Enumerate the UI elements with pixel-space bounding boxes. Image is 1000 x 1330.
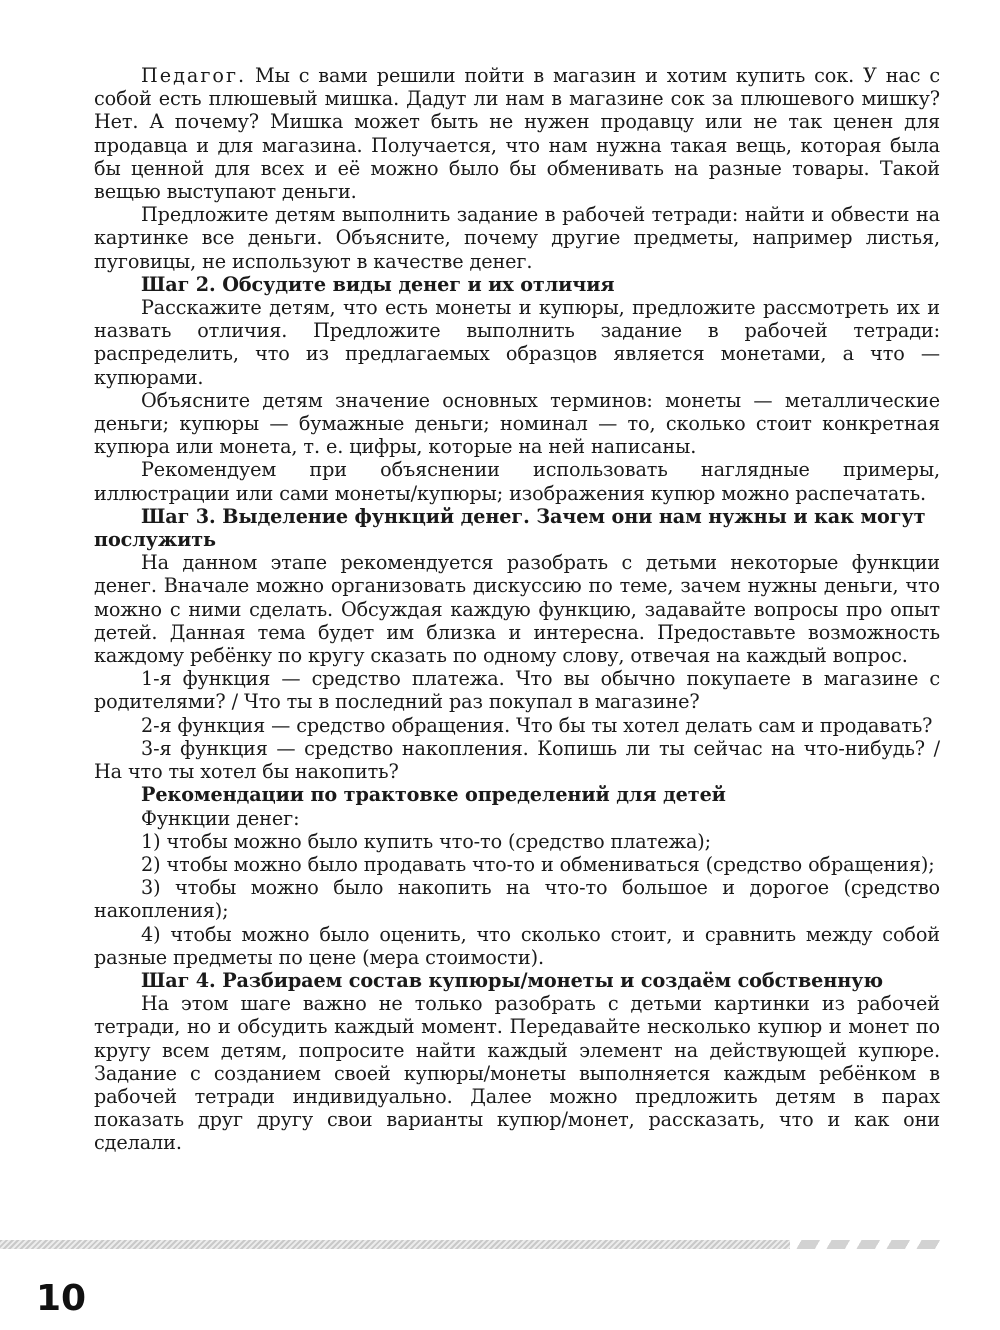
paragraph-visual-examples: Рекомендуем при объяснении использовать наглядные примеры, иллюстрации или сами монеты/купюры; изображения купюр можно распечатать. xyxy=(94,458,940,505)
paragraph-functions-discussion: На данном этапе рекомендуется разобрать с детьми некоторые функции денег. Вначале можно организовать дискуссию по теме, зачем нужны деньги, что можно с ними сделать. Обсуждая каждую функцию, задавайте вопросы про опыт детей. Данная тема будет им близка и интересна. Предоставьте возможность каждому ребёнку по кругу сказать по одному слову, отвечая на каждый вопрос. xyxy=(94,551,940,668)
heading-step-4: Шаг 4. Разбираем состав купюры/монеты и создаём собственную xyxy=(141,968,883,992)
paragraph-terms: Объясните детям значение основных терминов: монеты — металлические деньги; купюры — бумажные деньги; номинал — то, сколько стоит конкретная купюра или монета, т. е. цифры, которые на ней написаны. xyxy=(94,388,940,459)
heading-recommendations: Рекомендации по трактовке определений для детей xyxy=(141,783,726,807)
footer-divider-tail xyxy=(790,1240,940,1249)
speaker-label: Педагог. xyxy=(141,64,247,87)
list-item: 3) чтобы можно было накопить на что-то большое и дорогое (средство накопления); xyxy=(94,876,940,923)
paragraph-function-3: 3-я функция — средство накопления. Копишь ли ты сейчас на что-нибудь? / На что ты хотел бы накопить? xyxy=(94,736,940,784)
paragraph-functions-list-title: Функции денег: xyxy=(141,806,300,830)
list-item: 1) чтобы можно было купить что-то (средство платежа); xyxy=(141,829,712,853)
paragraph-workbook-task: Предложите детям выполнить задание в рабочей тетради: найти и обвести на картинке все деньги. Объясните, почему другие предметы, например листья, пуговицы, не используют в качестве денег. xyxy=(94,203,940,273)
heading-step-3: Шаг 3. Выделение функций денег. Зачем они нам нужны и как могут послужить xyxy=(94,504,926,552)
page-body xyxy=(94,64,940,1155)
paragraph-function-2: 2-я функция — средство обращения. Что бы ты хотел делать сам и продавать? xyxy=(141,713,933,737)
page-number: 10 xyxy=(36,1278,87,1319)
list-item: 4) чтобы можно было оценить, что сколько стоит, и сравнить между собой разные предметы по цене (мера стоимости). xyxy=(94,922,940,969)
heading-step-2: Шаг 2. Обсудите виды денег и их отличия xyxy=(141,272,615,296)
paragraph-banknote-structure: На этом шаге важно не только разобрать с детьми картинки из рабочей тетради, но и обсудить каждый момент. Передавайте несколько купюр и монет по кругу всем детям, попросите найти каждый элемент на действующей купюре. Задание с созданием своей купюры/монеты выполняется каждым ребёнком в рабочей тетради индивидуально. Далее можно предложить детям в парах показать друг другу свои варианты купюр/монет, рассказать, что и как они сделали. xyxy=(94,992,940,1155)
list-item: 2) чтобы можно было продавать что-то и обмениваться (средство обращения); xyxy=(141,852,935,876)
paragraph-text: Мы с вами решили пойти в магазин и хотим купить сок. У нас с собой есть плюшевый мишка. Дадут ли нам в магазине сок за плюшевого мишку? Нет. А почему? Мишка может быть не нужен продавцу или не так ценен для продавца и для магазина. Получается, что нам нужна такая вещь, которая была бы ценной для всех и её можно было бы обменивать на разные товары. Такой вещью выступают деньги. xyxy=(94,64,940,204)
paragraph-teacher-intro xyxy=(94,64,940,203)
paragraph-coins-and-notes: Расскажите детям, что есть монеты и купюры, предложите рассмотреть их и назвать отличия. Предложите выполнить задание в рабочей тетради: распределить, что из предлагаемых образцов является монетами, а что — купюрами. xyxy=(94,296,940,389)
paragraph-function-1: 1-я функция — средство платежа. Что вы обычно покупаете в магазине с родителями? / Что ты в последний раз покупал в магазине? xyxy=(94,667,940,714)
